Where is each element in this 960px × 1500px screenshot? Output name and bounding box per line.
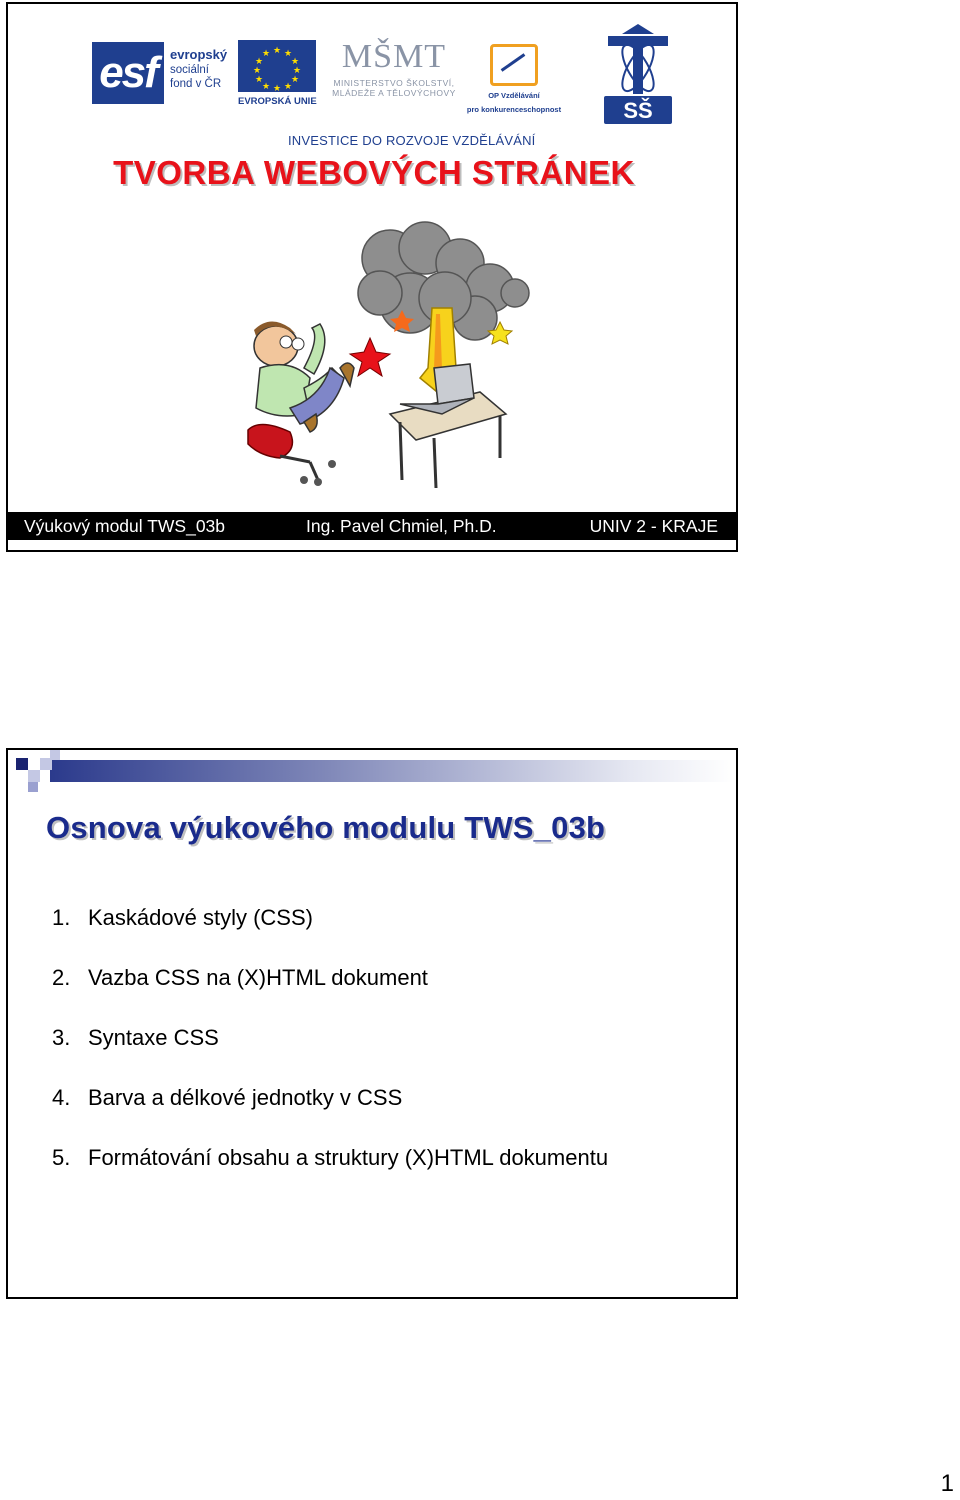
op-vk-logo bbox=[464, 44, 564, 114]
item-text: Barva a délkové jednotky v CSS bbox=[88, 1085, 403, 1110]
item-text: Kaskádové styly (CSS) bbox=[88, 905, 313, 930]
esf-line3: fond v ČR bbox=[170, 78, 222, 90]
logo-strip bbox=[88, 22, 688, 148]
msmt-line1: MINISTERSTVO ŠKOLSTVÍ, bbox=[333, 78, 455, 88]
item-text: Syntaxe CSS bbox=[88, 1025, 219, 1050]
msmt-mark: MŠMT bbox=[341, 38, 447, 75]
esf-logo bbox=[92, 38, 228, 108]
investice-slogan: INVESTICE DO ROZVOJE VZDĚLÁVÁNÍ bbox=[288, 133, 536, 148]
decor-square-icon bbox=[50, 750, 60, 760]
op-vk-icon bbox=[490, 44, 538, 86]
school-logo bbox=[600, 22, 676, 126]
eu-flag-icon: ★ ★ ★ ★ ★ ★ ★ ★ ★ ★ ★ ★ bbox=[238, 40, 316, 92]
list-item bbox=[52, 1128, 608, 1188]
op-line1: OP Vzdělávání bbox=[488, 91, 540, 100]
eu-logo bbox=[238, 40, 322, 108]
exploding-computer-illustration bbox=[220, 218, 540, 494]
list-item bbox=[52, 1068, 608, 1128]
list-item bbox=[52, 1008, 608, 1068]
msmt-logo bbox=[324, 36, 464, 106]
list-item bbox=[52, 948, 608, 1008]
eu-caption: EVROPSKÁ UNIE bbox=[238, 96, 317, 107]
school-mark: SŠ bbox=[623, 98, 653, 123]
page-number: 1 bbox=[940, 1470, 954, 1497]
footer-project: UNIV 2 - KRAJE bbox=[589, 516, 718, 536]
footer-module: Výukový modul TWS_03b bbox=[24, 516, 226, 536]
item-number: 2. bbox=[52, 965, 71, 990]
item-number: 5. bbox=[52, 1145, 71, 1170]
list-item bbox=[52, 888, 608, 948]
esf-line1: evropský bbox=[170, 47, 228, 62]
op-line2: pro konkurenceschopnost bbox=[466, 105, 562, 114]
item-number: 1. bbox=[52, 905, 71, 930]
esf-line2: sociální bbox=[170, 64, 209, 76]
title-slide bbox=[6, 2, 738, 552]
footer-author: Ing. Pavel Chmiel, Ph.D. bbox=[306, 516, 497, 536]
msmt-line2: MLÁDEŽE A TĚLOVÝCHOVY bbox=[332, 88, 456, 98]
item-text: Vazba CSS na (X)HTML dokument bbox=[88, 965, 428, 990]
decor-square-icon bbox=[28, 782, 38, 792]
outline-slide bbox=[6, 748, 738, 1299]
item-text: Formátování obsahu a struktury (X)HTML dokumentu bbox=[88, 1145, 609, 1170]
decor-square-icon bbox=[16, 758, 28, 770]
item-number: 3. bbox=[52, 1025, 71, 1050]
decor-square-icon bbox=[28, 770, 40, 782]
outline-list bbox=[52, 888, 608, 1188]
slide-title: TVORBA WEBOVÝCH STRÁNEK bbox=[113, 154, 635, 191]
header-gradient-bar bbox=[50, 760, 734, 782]
item-number: 4. bbox=[52, 1085, 71, 1110]
esf-mark: esf bbox=[92, 42, 164, 104]
school-emblem-icon bbox=[600, 22, 676, 126]
slide-title: Osnova výukového modulu TWS_03b bbox=[46, 810, 606, 845]
slide-footer bbox=[8, 512, 736, 540]
